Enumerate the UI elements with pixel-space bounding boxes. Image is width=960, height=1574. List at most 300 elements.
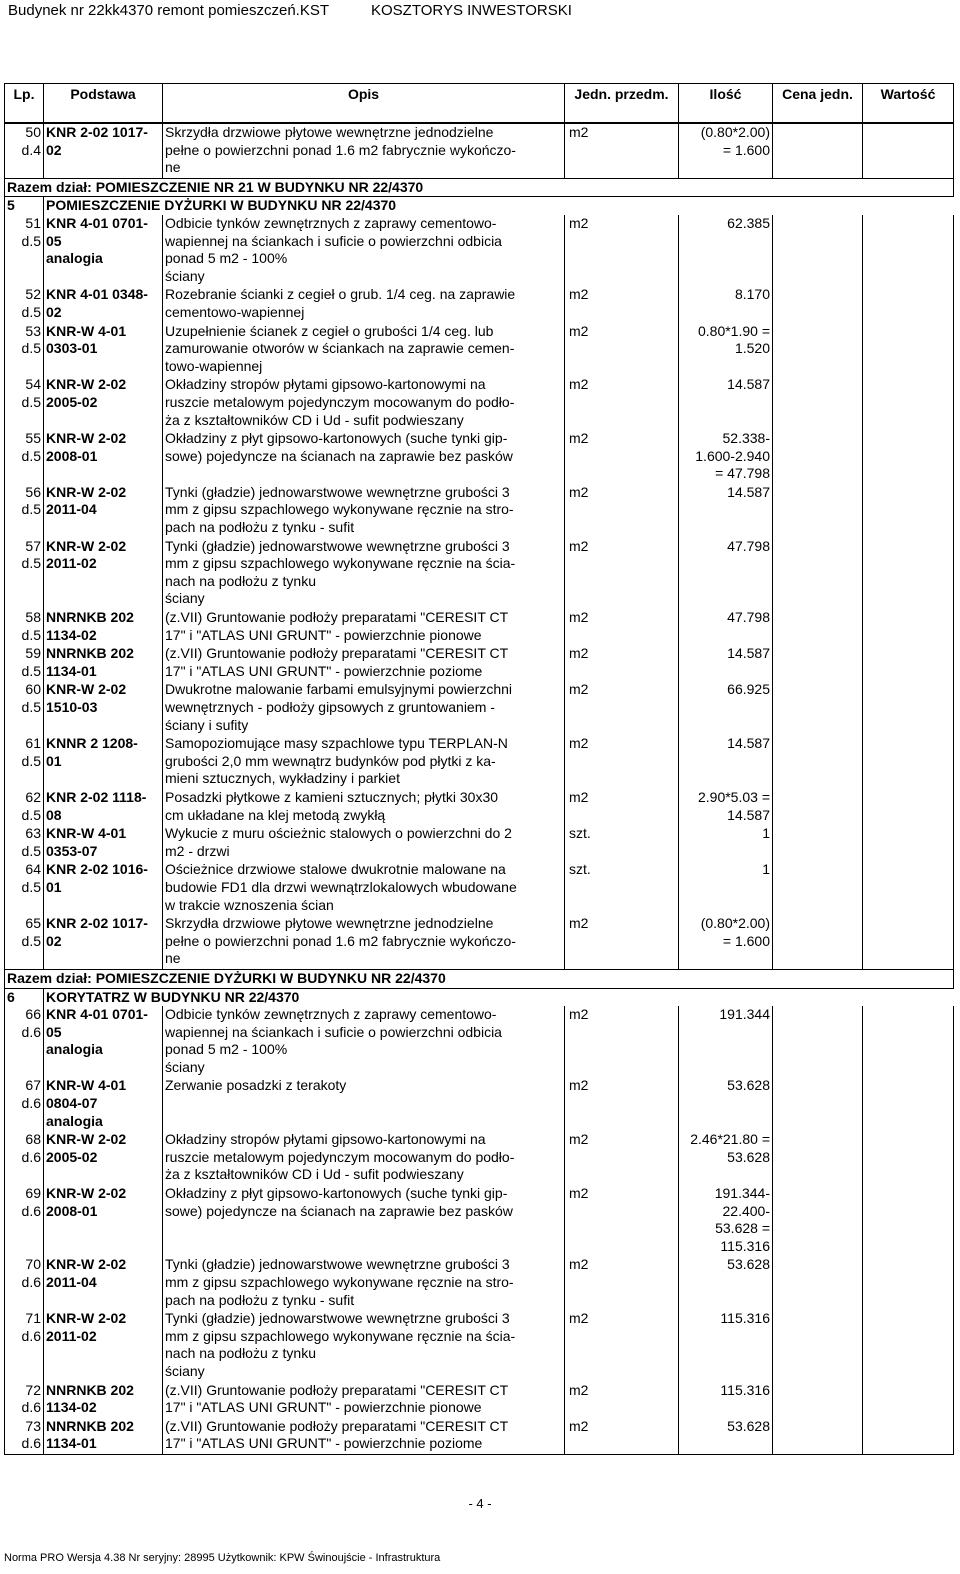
cell-value: [863, 376, 954, 430]
lp-line: 60: [25, 681, 41, 698]
cell-unit-price: [773, 825, 863, 861]
cell-lp: [5, 484, 44, 538]
unit-text: m2: [569, 1381, 589, 1398]
description-line: (z.VII) Gruntowanie podłoży preparatami "CERESIT CT: [165, 1417, 509, 1434]
cell-lp: [5, 430, 44, 484]
cell-quantity: [679, 123, 773, 178]
lp-line: 69: [25, 1185, 41, 1202]
table-header-row: [5, 84, 954, 124]
cell-basis: [44, 123, 163, 178]
cell-value: [863, 825, 954, 861]
cell-unit: [565, 1382, 679, 1418]
column-header: Lp.: [5, 84, 44, 124]
cell-basis: [44, 1185, 163, 1256]
lp-line: d.5: [21, 842, 41, 859]
description-line: cm układane na klej metodą zwykłą: [165, 806, 386, 823]
basis-line: 1510-03: [46, 699, 98, 715]
cell-unit-price: [773, 1077, 863, 1131]
lp-line: d.5: [21, 303, 41, 320]
lp-line: 59: [25, 645, 41, 662]
column-header: Wartość: [863, 84, 954, 124]
table-row: [5, 1131, 954, 1185]
description-line: wapiennej na ściankach i suficie o powierzchni odbicia: [165, 1023, 502, 1040]
quantity-line: 1.600-2.940: [695, 447, 770, 464]
description-line: Posadzki płytkowe z kamieni sztucznych; płytki 30x30: [165, 788, 499, 805]
description-line: Skrzydła drzwiowe płytowe wewnętrzne jednodzielne: [165, 915, 494, 932]
quantity-line: 8.170: [734, 286, 770, 303]
cell-basis: [44, 1256, 163, 1310]
table-row: [5, 861, 954, 915]
basis-line: 2005-02: [46, 393, 98, 410]
lp-line: 57: [25, 537, 41, 554]
cell-unit-price: [773, 323, 863, 377]
quantity-line: 22.400-: [722, 1202, 770, 1219]
basis-line: analogia: [46, 250, 103, 267]
description-line: budowie FD1 dla drzwi wewnątrzlokalowych wbudowane: [165, 878, 517, 895]
basis-line: 02: [46, 303, 62, 320]
lp-line: 67: [25, 1077, 41, 1094]
cell-basis: [44, 376, 163, 430]
table-body: [5, 123, 954, 1454]
lp-line: d.6: [21, 1202, 41, 1219]
basis-line: 02: [46, 932, 62, 949]
quantity-line: 14.587: [727, 735, 770, 752]
cell-basis: [44, 538, 163, 609]
cell-lp: [5, 681, 44, 735]
cell-basis: [44, 484, 163, 538]
quantity-line: 66.925: [727, 681, 770, 698]
lp-line: d.5: [21, 752, 41, 769]
lp-line: 71: [25, 1310, 41, 1327]
quantity-line: 1: [762, 861, 770, 878]
cell-value: [863, 1382, 954, 1418]
basis-line: KNNR 2 1208-: [46, 735, 138, 752]
description-line: ściany i sufity: [165, 716, 249, 733]
cell-quantity: [679, 735, 773, 789]
description-line: Odbicie tynków zewnętrznych z zaprawy cementowo-: [165, 214, 497, 231]
cell-unit-price: [773, 484, 863, 538]
description-line: pełne o powierzchni ponad 1.6 m2 fabrycznie wykończo-: [165, 141, 516, 158]
table-row: [5, 1418, 954, 1455]
basis-line: 1134-01: [46, 662, 97, 679]
basis-line: 1134-02: [46, 626, 97, 643]
cell-unit: [565, 1077, 679, 1131]
cell-description: [163, 1310, 565, 1381]
cell-quantity: [679, 215, 773, 286]
cell-value: [863, 123, 954, 178]
cell-description: [163, 645, 565, 681]
cell-value: [863, 1077, 954, 1131]
lp-line: d.5: [21, 806, 41, 823]
cell-description: [163, 430, 565, 484]
cell-quantity: [679, 645, 773, 681]
description-line: m2 - drzwi: [165, 842, 230, 859]
quantity-line: (0.80*2.00): [700, 915, 770, 932]
quantity-line: 115.316: [720, 1381, 770, 1398]
cell-unit: [565, 1185, 679, 1256]
basis-line: KNR-W 4-01: [46, 1077, 127, 1094]
description-line: Odbicie tynków zewnętrznych z zaprawy cementowo-: [165, 1006, 497, 1023]
description-line: wewnętrznych - podłoży gipsowych z gruntowaniem -: [165, 699, 495, 715]
description-line: ża z kształtowników CD i Ud - sufit podwieszany: [165, 1166, 464, 1183]
unit-text: m2: [569, 1185, 589, 1202]
basis-line: KNR 2-02 1017-: [46, 124, 148, 140]
table-row: [5, 376, 954, 430]
cell-unit: [565, 735, 679, 789]
description-line: Okładziny stropów płytami gipsowo-kartonowymi na: [165, 376, 486, 393]
software-info: Norma PRO Wersja 4.38 Nr seryjny: 28995 Użytkownik: KPW Świnoujście - Infrastruktura: [4, 1552, 441, 1564]
cell-description: [163, 1185, 565, 1256]
column-header: Cena jedn.: [773, 84, 863, 124]
basis-line: KNR-W 4-01: [46, 322, 127, 339]
cell-unit: [565, 861, 679, 915]
cell-basis: [44, 609, 163, 645]
cell-lp: [5, 538, 44, 609]
description-line: Okładziny stropów płytami gipsowo-kartonowymi na: [165, 1131, 486, 1148]
lp-line: d.5: [21, 501, 41, 518]
cell-lp: [5, 376, 44, 430]
cell-lp: [5, 789, 44, 825]
cell-unit: [565, 323, 679, 377]
quantity-line: (0.80*2.00): [700, 124, 770, 140]
lp-line: d.5: [21, 393, 41, 410]
cell-unit-price: [773, 286, 863, 322]
quantity-line: 2.46*21.80 =: [690, 1131, 770, 1148]
cell-value: [863, 1310, 954, 1381]
description-line: nach na podłożu z tynku: [165, 572, 316, 589]
description-line: 17" i "ATLAS UNI GRUNT" - powierzchnie poziome: [165, 662, 483, 679]
unit-text: m2: [569, 609, 589, 626]
table-row: [5, 1256, 954, 1310]
cell-description: [163, 1006, 565, 1077]
table-row: [5, 609, 954, 645]
description-line: towo-wapiennej: [165, 357, 263, 374]
lp-line: 63: [25, 825, 41, 842]
cell-value: [863, 323, 954, 377]
cell-unit: [565, 1006, 679, 1077]
cell-unit: [565, 645, 679, 681]
cell-description: [163, 1131, 565, 1185]
lp-line: d.6: [21, 1327, 41, 1344]
cell-description: [163, 538, 565, 609]
cell-basis: [44, 215, 163, 286]
cell-unit: [565, 825, 679, 861]
cell-unit: [565, 1418, 679, 1455]
description-line: Tynki (gładzie) jednowarstwowe wewnętrzne grubości 3: [165, 537, 510, 554]
cost-estimate-table: [4, 83, 954, 1455]
cell-unit: [565, 484, 679, 538]
description-line: ściany: [165, 590, 205, 607]
cell-lp: [5, 1382, 44, 1418]
basis-line: KNR-W 2-02: [46, 483, 127, 500]
cell-unit: [565, 609, 679, 645]
cell-basis: [44, 286, 163, 322]
unit-text: m2: [569, 214, 589, 231]
description-line: Rozebranie ścianki z cegieł o grub. 1/4 ceg. na zaprawie: [165, 286, 516, 303]
cell-description: [163, 789, 565, 825]
lp-line: d.5: [21, 232, 41, 249]
cell-value: [863, 915, 954, 969]
cell-unit: [565, 376, 679, 430]
lp-line: 54: [25, 376, 41, 393]
lp-line: d.5: [21, 932, 41, 949]
lp-line: 55: [25, 430, 41, 447]
quantity-line: 1.520: [734, 340, 770, 357]
description-line: ściany: [165, 1362, 205, 1379]
cell-description: [163, 735, 565, 789]
lp-line: d.5: [21, 662, 41, 679]
table-row: [5, 123, 954, 178]
cell-quantity: [679, 323, 773, 377]
description-line: Tynki (gładzie) jednowarstwowe wewnętrzne grubości 3: [165, 1310, 510, 1327]
cell-value: [863, 609, 954, 645]
cell-description: [163, 484, 565, 538]
lp-line: 66: [25, 1006, 41, 1023]
basis-line: KNR-W 2-02: [46, 1310, 127, 1327]
lp-line: 58: [25, 609, 41, 626]
cell-value: [863, 789, 954, 825]
description-line: ruszcie metalowym pojedynczym mocowanym do podło-: [165, 1148, 515, 1165]
table-row: [5, 735, 954, 789]
basis-line: KNR-W 2-02: [46, 430, 127, 447]
cell-unit-price: [773, 123, 863, 178]
description-line: ponad 5 m2 - 100%: [165, 250, 288, 267]
description-line: mm z gipsu szpachlowego wykonywane ręcznie na stro-: [165, 501, 514, 518]
quantity-line: 53.628: [727, 1256, 770, 1273]
cell-basis: [44, 645, 163, 681]
description-line: mm z gipsu szpachlowego wykonywane ręcznie na ścia-: [165, 555, 516, 572]
section-total-row: [5, 178, 954, 197]
table-row: [5, 430, 954, 484]
table-row: [5, 645, 954, 681]
cell-lp: [5, 735, 44, 789]
cell-unit-price: [773, 645, 863, 681]
description-line: 17" i "ATLAS UNI GRUNT" - powierzchnie pionowe: [165, 626, 482, 643]
cell-lp: [5, 286, 44, 322]
cell-quantity: [679, 430, 773, 484]
cell-unit: [565, 789, 679, 825]
table-row: [5, 286, 954, 322]
lp-line: 56: [25, 483, 41, 500]
description-line: mm z gipsu szpachlowego wykonywane ręcznie na ścia-: [165, 1327, 516, 1344]
unit-text: m2: [569, 1310, 589, 1327]
column-header: Jedn. przedm.: [565, 84, 679, 124]
cell-value: [863, 1256, 954, 1310]
cell-lp: [5, 825, 44, 861]
cell-description: [163, 1077, 565, 1131]
quantity-line: 1: [762, 825, 770, 842]
cell-value: [863, 1006, 954, 1077]
cell-lp: [5, 1131, 44, 1185]
description-line: (z.VII) Gruntowanie podłoży preparatami "CERESIT CT: [165, 645, 509, 662]
section-number: 5: [5, 197, 44, 215]
cell-basis: [44, 1310, 163, 1381]
cell-unit-price: [773, 789, 863, 825]
description-line: 17" i "ATLAS UNI GRUNT" - powierzchnie pionowe: [165, 1399, 482, 1416]
quantity-line: 47.798: [727, 537, 770, 554]
lp-line: d.6: [21, 1435, 41, 1452]
basis-line: 1134-01: [46, 1435, 97, 1452]
section-total-row: [5, 969, 954, 988]
cell-basis: [44, 1418, 163, 1455]
lp-line: 70: [25, 1256, 41, 1273]
cell-unit-price: [773, 861, 863, 915]
table-row: [5, 538, 954, 609]
description-line: (z.VII) Gruntowanie podłoży preparatami "CERESIT CT: [165, 609, 509, 626]
cell-unit-price: [773, 376, 863, 430]
cell-lp: [5, 1006, 44, 1077]
description-line: mieni sztucznych, wykładziny i parkiet: [165, 770, 400, 787]
lp-line: d.5: [21, 878, 41, 895]
cell-description: [163, 376, 565, 430]
cell-description: [163, 1256, 565, 1310]
cell-quantity: [679, 681, 773, 735]
cell-quantity: [679, 286, 773, 322]
basis-line: 2008-01: [46, 1202, 98, 1219]
cell-basis: [44, 915, 163, 969]
cell-quantity: [679, 1382, 773, 1418]
description-line: pełne o powierzchni ponad 1.6 m2 fabrycznie wykończo-: [165, 932, 516, 949]
basis-line: KNR 2-02 1118-: [46, 788, 147, 805]
unit-text: m2: [569, 430, 589, 447]
basis-line: KNR-W 4-01: [46, 825, 127, 842]
cell-value: [863, 1418, 954, 1455]
cell-description: [163, 681, 565, 735]
quantity-line: 115.316: [720, 1310, 770, 1327]
cell-unit-price: [773, 1382, 863, 1418]
cell-description: [163, 1382, 565, 1418]
lp-line: 68: [25, 1131, 41, 1148]
cell-value: [863, 286, 954, 322]
basis-line: 01: [46, 752, 62, 769]
description-line: Samopoziomujące masy szpachlowe typu TERPLAN-N: [165, 735, 508, 752]
cell-value: [863, 861, 954, 915]
lp-line: 61: [25, 735, 41, 752]
description-line: cementowo-wapiennej: [165, 303, 305, 320]
basis-line: 05: [46, 1023, 62, 1040]
cell-description: [163, 1418, 565, 1455]
cell-quantity: [679, 1077, 773, 1131]
description-line: 17" i "ATLAS UNI GRUNT" - powierzchnie poziome: [165, 1435, 483, 1452]
description-line: ściany: [165, 1058, 205, 1075]
description-line: ża z kształtowników CD i Ud - sufit podwieszany: [165, 411, 464, 428]
description-line: zamurowanie otworów w ściankach na zaprawie cemen-: [165, 340, 515, 357]
quantity-line: 47.798: [727, 609, 770, 626]
cell-quantity: [679, 1418, 773, 1455]
section-number: 6: [5, 988, 44, 1006]
cell-unit-price: [773, 1418, 863, 1455]
basis-line: 02: [46, 141, 62, 158]
table-row: [5, 1077, 954, 1131]
description-line: Okładziny z płyt gipsowo-kartonowych (suche tynki gip-: [165, 1185, 508, 1202]
cell-description: [163, 861, 565, 915]
unit-text: m2: [569, 483, 589, 500]
lp-line: 64: [25, 861, 41, 878]
lp-line: 50: [25, 124, 41, 140]
description-line: ponad 5 m2 - 100%: [165, 1041, 288, 1058]
description-line: ne: [165, 950, 181, 967]
cell-basis: [44, 1077, 163, 1131]
lp-line: d.5: [21, 340, 41, 357]
quantity-line: 191.344-: [714, 1185, 770, 1202]
section-total-label: Razem dział: POMIESZCZENIE DYŻURKI W BUDYNKU NR 22/4370: [5, 969, 954, 988]
description-line: Skrzydła drzwiowe płytowe wewnętrzne jednodzielne: [165, 124, 494, 140]
lp-line: d.5: [21, 447, 41, 464]
cell-quantity: [679, 825, 773, 861]
lp-line: d.6: [21, 1023, 41, 1040]
description-line: (z.VII) Gruntowanie podłoży preparatami "CERESIT CT: [165, 1381, 509, 1398]
cell-unit-price: [773, 1256, 863, 1310]
basis-line: 2008-01: [46, 447, 98, 464]
lp-line: d.4: [21, 141, 41, 158]
quantity-line: = 1.600: [722, 141, 770, 158]
lp-line: d.6: [21, 1274, 41, 1290]
cell-value: [863, 1185, 954, 1256]
quantity-line: = 47.798: [715, 465, 770, 482]
table-row: [5, 215, 954, 286]
cell-unit: [565, 286, 679, 322]
quantity-line: 53.628 =: [715, 1220, 770, 1237]
description-line: Wykucie z muru ościeżnic stalowych o powierzchni do 2: [165, 825, 512, 842]
cell-quantity: [679, 1131, 773, 1185]
quantity-line: 14.587: [727, 376, 770, 393]
table-row: [5, 825, 954, 861]
cell-description: [163, 915, 565, 969]
cell-quantity: [679, 376, 773, 430]
column-header: Opis: [163, 84, 565, 124]
page-header: [8, 0, 952, 22]
description-line: Uzupełnienie ścianek z cegieł o grubości 1/4 ceg. lub: [165, 322, 494, 339]
basis-line: analogia: [46, 1112, 103, 1129]
cell-basis: [44, 430, 163, 484]
lp-line: 52: [25, 286, 41, 303]
cell-quantity: [679, 484, 773, 538]
unit-text: m2: [569, 1006, 589, 1023]
basis-line: NNRNKB 202: [46, 1381, 134, 1398]
description-line: pach na podłożu z tynku - sufit: [165, 1291, 355, 1308]
cell-description: [163, 323, 565, 377]
basis-line: 2011-02: [46, 1327, 97, 1344]
quantity-line: 52.338-: [722, 430, 770, 447]
description-line: ne: [165, 159, 181, 176]
cell-unit: [565, 1256, 679, 1310]
cell-lp: [5, 915, 44, 969]
section-header-row: [5, 197, 954, 215]
basis-line: NNRNKB 202: [46, 645, 134, 662]
column-header: Ilość: [679, 84, 773, 124]
unit-text: szt.: [569, 825, 591, 842]
description-line: nach na podłożu z tynku: [165, 1345, 316, 1362]
cell-basis: [44, 735, 163, 789]
unit-text: m2: [569, 322, 589, 339]
basis-line: NNRNKB 202: [46, 1417, 134, 1434]
cell-description: [163, 609, 565, 645]
cell-lp: [5, 1077, 44, 1131]
quantity-line: 53.628: [727, 1417, 770, 1434]
basis-line: 0353-07: [46, 842, 98, 859]
cell-lp: [5, 123, 44, 178]
lp-line: 51: [25, 214, 41, 231]
basis-line: 2011-04: [46, 501, 97, 518]
quantity-line: 2.90*5.03 =: [697, 788, 770, 805]
quantity-line: 0.80*1.90 =: [697, 322, 770, 339]
quantity-line: 14.587: [727, 645, 770, 662]
cell-basis: [44, 1131, 163, 1185]
cell-value: [863, 645, 954, 681]
cell-lp: [5, 1185, 44, 1256]
cell-quantity: [679, 538, 773, 609]
basis-line: 2011-04: [46, 1274, 97, 1290]
